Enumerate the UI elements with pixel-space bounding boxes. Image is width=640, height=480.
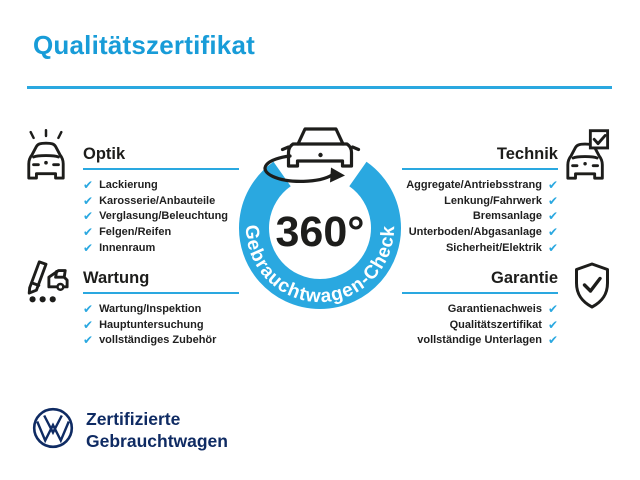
list-item [402,209,558,225]
section-garantie [402,269,558,348]
list-item-label: Wartung/Inspektion [99,303,202,316]
check-icon: ✔ [83,317,94,332]
list-item [402,240,558,256]
brand-text [86,409,228,452]
check-icon: ✔ [547,225,558,240]
list-item-label: Hauptuntersuchung [99,318,204,331]
checklist [402,301,558,348]
list-item [83,240,239,256]
section-title: Technik [496,145,558,163]
degree-value: 360° [275,208,365,256]
check-icon: ✔ [547,240,558,255]
list-item-label: Qualitätszertifikat [449,318,542,331]
360-check-ring [218,112,422,324]
check-icon: ✔ [83,240,94,255]
check-icon: ✔ [83,302,94,317]
list-item [83,333,239,349]
rotation-arrowhead [330,168,345,183]
title-divider [27,86,612,89]
list-item [83,177,239,193]
list-item [83,209,239,225]
list-item-label: Felgen/Reifen [99,226,172,239]
check-icon: ✔ [83,333,94,348]
list-item-label: Lackierung [99,179,158,192]
section-underline [83,292,239,295]
list-item-label: Karosserie/Anbauteile [99,194,216,207]
section-title: Wartung [83,269,150,287]
checklist [83,301,239,348]
car-checkbox-icon [564,128,610,188]
section-optik [83,145,239,255]
section-underline [402,292,558,295]
list-item [402,317,558,333]
list-item [402,177,558,193]
section-title: Optik [83,145,126,163]
checklist [402,177,558,255]
ring-label: Gebrauchtwagen-Check [240,224,400,308]
list-item-label: Aggregate/Antriebsstrang [406,179,542,192]
list-item [402,193,558,209]
list-item-label: vollständiges Zubehör [99,334,217,347]
check-icon: ✔ [547,209,558,224]
list-item [83,301,239,317]
brand-line1: Zertifizierte [86,409,181,429]
list-item-label: Innenraum [99,241,156,254]
list-item [83,193,239,209]
check-icon: ✔ [547,317,558,332]
list-item-label: Lenkung/Fahrwerk [444,194,542,207]
check-icon: ✔ [83,209,94,224]
car-front-shine-icon [24,128,68,186]
section-technik [402,145,558,255]
check-icon: ✔ [83,178,94,193]
check-icon: ✔ [547,333,558,348]
list-item-label: Sicherheit/Elektrik [445,241,542,254]
list-item-label: vollständige Unterlagen [417,334,542,347]
check-icon: ✔ [83,225,94,240]
list-item [402,224,558,240]
page-title: Qualitätszertifikat [33,30,255,60]
section-underline [83,168,239,171]
list-item-label: Unterboden/Abgasanlage [408,226,542,239]
list-item-label: Verglasung/Beleuchtung [99,210,229,223]
list-item-label: Garantienachweis [447,303,542,316]
check-icon: ✔ [547,302,558,317]
list-item [83,317,239,333]
vw-logo [31,406,75,450]
list-item [83,224,239,240]
list-item-label: Bremsanlage [472,210,542,223]
checklist [83,177,239,255]
list-item [402,333,558,349]
brand-line2: Gebrauchtwagen [86,430,228,451]
check-icon: ✔ [547,178,558,193]
shield-check-icon [572,261,612,313]
list-item [402,301,558,317]
section-wartung [83,269,239,348]
check-icon: ✔ [83,193,94,208]
section-title: Garantie [491,269,558,287]
pencil-checklist-car-icon [22,252,70,314]
section-underline [402,168,558,171]
check-icon: ✔ [547,193,558,208]
